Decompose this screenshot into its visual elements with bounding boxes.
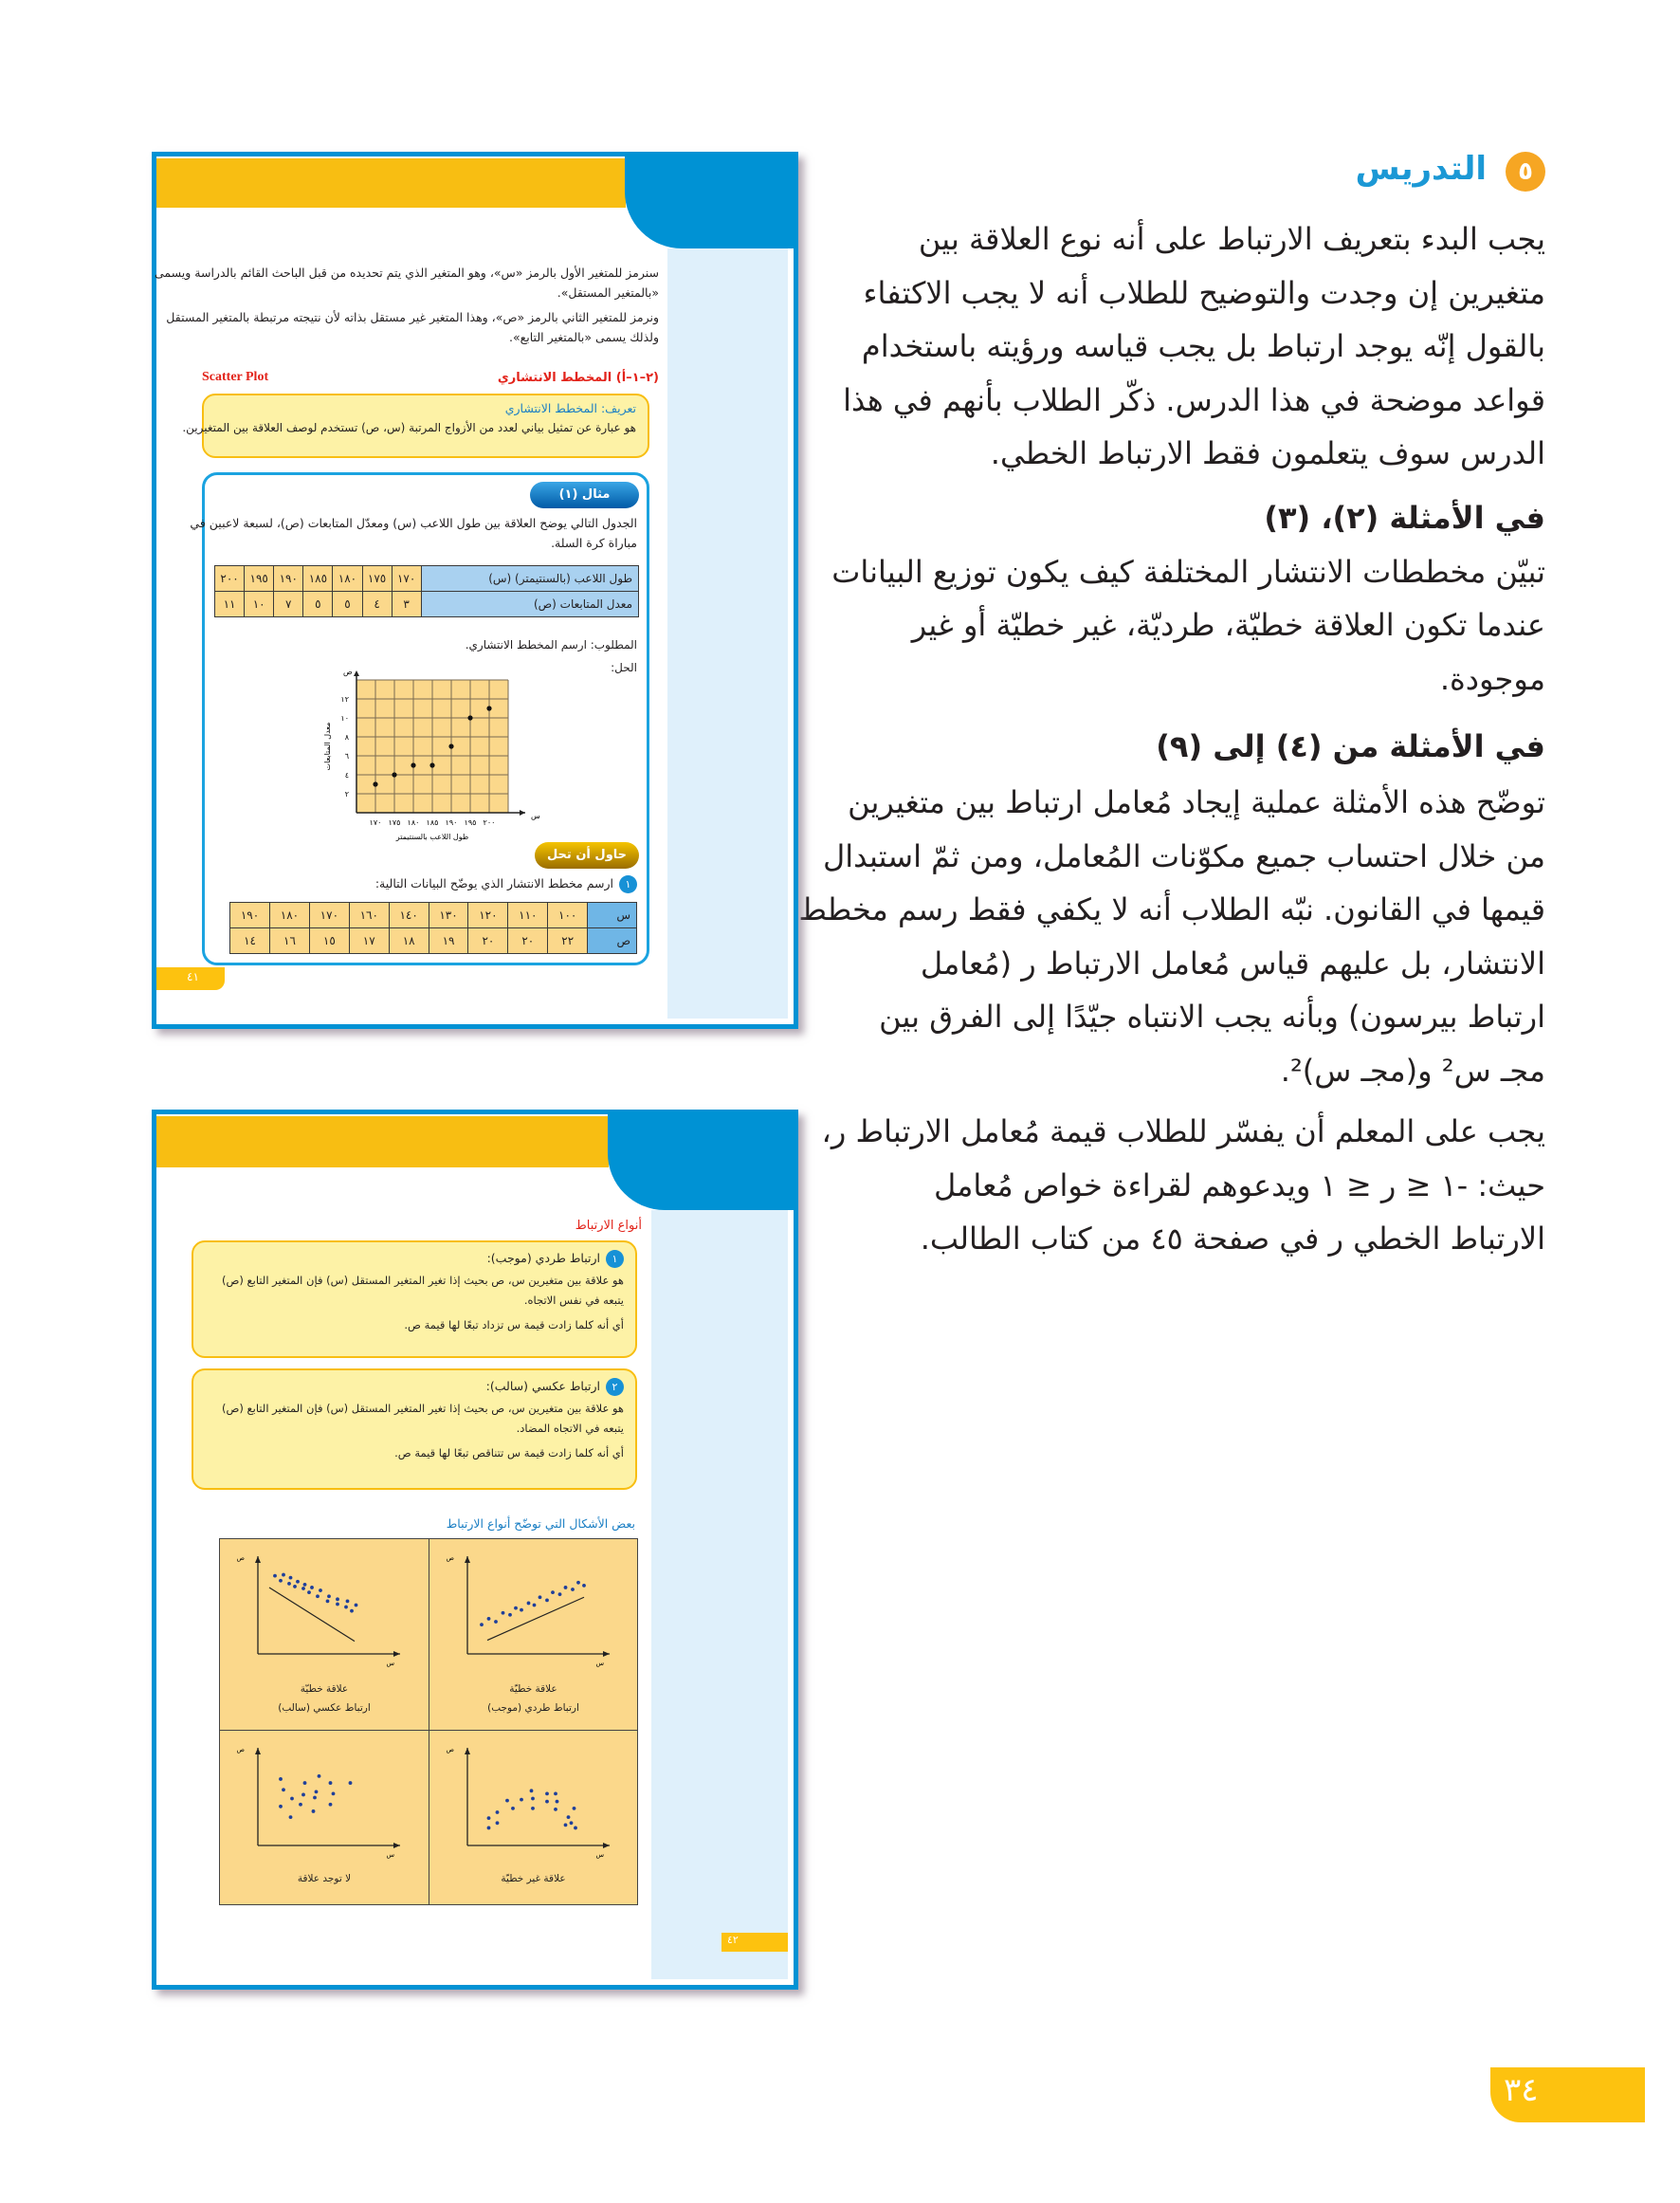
y-tick-label: ١٠ — [340, 714, 349, 723]
heading-examples-2-3: في الأمثلة (٢)، (٣) — [1264, 499, 1545, 536]
data-point — [293, 1585, 297, 1588]
table-cell: ٥ — [303, 592, 333, 617]
student-page-41 — [152, 152, 798, 1029]
table-cell: ٢٠ — [508, 928, 548, 954]
trend-arrow — [487, 1597, 584, 1640]
data-point — [531, 1797, 535, 1801]
data-point — [279, 1579, 283, 1583]
table-cell: ٢٢ — [548, 928, 588, 954]
x-axis-symbol: س — [595, 1660, 604, 1667]
data-point — [303, 1781, 307, 1785]
example-data-table — [214, 565, 639, 617]
y-axis-symbol: ص — [343, 668, 353, 676]
box-line: هو علاقة بين متغيرين س، ص بحيث إذا تغير المتغير المستقل (س) فإن المتغير التابع (ص) — [221, 1274, 624, 1287]
data-point — [287, 1582, 291, 1586]
example-badge: مثال (١) — [530, 482, 639, 508]
table-cell: ١٧ — [349, 928, 389, 954]
x-axis-arrow — [520, 810, 525, 816]
try-text: ارسم مخطط الانتشار الذي يوضّح البيانات التالية: — [374, 876, 613, 890]
paragraph-line: يجب على المعلم أن يفسّر للطلاب قيمة مُعامل الارتباط ر، — [821, 1113, 1545, 1149]
table-cell: ١٥ — [309, 928, 349, 954]
data-point — [282, 1788, 285, 1791]
data-point — [551, 1590, 555, 1594]
data-point — [511, 1807, 515, 1810]
page-number: ٣٤ — [1504, 2071, 1539, 2109]
data-point — [329, 1781, 333, 1785]
paragraph-line: بالقول إنّه يوجد ارتباط بل يجب قياسه ورؤيته باستخدام — [861, 328, 1545, 364]
data-point — [514, 1606, 518, 1610]
y-axis-arrow — [465, 1556, 470, 1563]
definition-title: تعريف: المخطط الانتشاري — [504, 401, 636, 415]
correlation-figure-plot — [429, 1736, 637, 1860]
data-point — [299, 1803, 302, 1807]
page-42-number-tab — [721, 1933, 788, 1952]
row-label: طول اللاعب (بالسنتيمتر) (س) — [421, 566, 638, 592]
table-cell: ٢٠٠ — [215, 566, 245, 592]
table-cell: ١٧٠ — [309, 903, 349, 928]
y-axis-arrow — [255, 1556, 261, 1563]
data-point — [289, 1576, 293, 1580]
x-axis-arrow — [603, 1651, 610, 1657]
example-text — [190, 513, 637, 553]
figure-label-line: ارتباط طردي (موجب) — [487, 1702, 579, 1714]
data-point — [494, 1620, 498, 1624]
y-axis-label: معدل المتابعات — [323, 722, 332, 771]
intro-line: سنرمز للمتغير الأول بالرمز «س»، وهو المتغير الذي يتم تحديده من قبل الباحث القائم بالدراسة ويسمى — [155, 266, 659, 280]
data-point — [554, 1792, 557, 1796]
table-cell: ١٦٠ — [349, 903, 389, 928]
scatter-section-title-en: Scatter Plot — [202, 370, 269, 384]
page-top-band — [156, 158, 626, 208]
box-note: أي أنه كلما زادت قيمة س تتناقص تبعًا لها قيمة ص. — [394, 1446, 624, 1459]
paragraph-line: حيث: -١ ≤ ر ≤ ١ ويدعوهم لقراءة خواص مُعامل — [933, 1166, 1545, 1203]
paragraph-examples-4-9 — [798, 776, 1545, 1097]
box-line: هو علاقة بين متغيرين س، ص بحيث إذا تغير المتغير المستقل (س) فإن المتغير التابع (ص) — [221, 1402, 624, 1415]
paragraph-line: من خلال احتساب جميع مكوّنات المُعامل، ومن ثمّ استبدال — [823, 837, 1545, 874]
table-cell: ٤ — [362, 592, 392, 617]
correlation-figure-plot — [220, 1736, 428, 1860]
x-axis-arrow — [393, 1651, 400, 1657]
intro-line: ونرمز للمتغير الثاني بالرمز «ص»، وهذا المتغير غير مستقل بذاته لأن نتيجته مرتبطة بالمتغير المستقل — [166, 310, 659, 324]
data-point — [310, 1586, 314, 1589]
y-tick-label: ٦ — [344, 752, 349, 761]
box-title-text: ارتباط عكسي (سالب): — [485, 1379, 600, 1393]
solution-label: الحل: — [611, 661, 637, 674]
definition-box — [182, 394, 649, 458]
table-cell: ١٩٥ — [245, 566, 274, 592]
x-tick-label: ١٩٠ — [445, 818, 458, 827]
page-42-number: ٤٢ — [727, 1934, 739, 1946]
table-cell: ٧ — [274, 592, 303, 617]
positive-correlation-box — [192, 1240, 637, 1358]
trend-arrow — [269, 1588, 355, 1642]
try-data-table — [229, 902, 637, 954]
try-exercise — [375, 875, 637, 893]
figure-label-line: علاقة غير خطيّة — [501, 1873, 566, 1884]
paragraph-definition — [843, 212, 1545, 481]
table-cell: ٥ — [333, 592, 362, 617]
intro-text — [155, 263, 659, 347]
try-badge: حاول أن تحل — [535, 842, 639, 869]
page-top-band — [156, 1116, 609, 1167]
box-note: أي أنه كلما زادت قيمة س تزداد تبعًا لها قيمة ص. — [404, 1318, 624, 1331]
x-tick-label: ١٩٥ — [464, 818, 477, 827]
data-point — [296, 1580, 300, 1584]
data-point — [344, 1606, 348, 1609]
table-cell: ١٩٠ — [274, 566, 303, 592]
box-title — [205, 1376, 624, 1396]
data-point — [533, 1604, 537, 1607]
intro-line: ولذلك يسمى «بالمتغير التابع». — [508, 330, 659, 344]
figure-no-relation — [220, 1731, 429, 1904]
table-row-y — [230, 928, 637, 954]
table-cell: ١٧٠ — [392, 566, 421, 592]
data-point — [336, 1603, 339, 1606]
paragraph-line: الانتشار، بل عليهم قياس مُعامل الارتباط ر (مُعامل — [920, 945, 1545, 982]
y-tick-label: ١٢ — [340, 695, 349, 704]
data-point — [303, 1583, 307, 1587]
section-header — [853, 142, 1545, 209]
y-tick-label: ٨ — [344, 733, 349, 742]
page-corner-block — [608, 1114, 794, 1210]
data-point — [315, 1790, 319, 1793]
x-tick-label: ١٨٥ — [426, 818, 439, 827]
paragraph-line: يجب البدء بتعريف الارتباط على أنه نوع العلاقة بين — [918, 221, 1545, 257]
page-corner-block — [625, 156, 794, 248]
row-label: معدل المتابعات (ص) — [421, 592, 638, 617]
exercise-number: ١ — [619, 875, 637, 893]
figure-label — [220, 1680, 429, 1717]
paragraph-line: قواعد موضحة في هذا الدرس. ذكّر الطلاب بأنهم في هذا — [843, 381, 1545, 418]
paragraph-correlation-range — [821, 1105, 1545, 1266]
data-point — [307, 1590, 311, 1594]
data-point — [301, 1793, 305, 1797]
data-point — [502, 1611, 505, 1615]
table-cell: ٣ — [392, 592, 421, 617]
table-cell: ١١ — [215, 592, 245, 617]
data-point — [411, 762, 415, 767]
table-cell: ١٨٠ — [270, 903, 310, 928]
data-point — [289, 1815, 293, 1819]
data-point — [527, 1602, 531, 1606]
data-point — [574, 1827, 577, 1830]
table-row-x — [230, 903, 637, 928]
paragraph-line: توضّح هذه الأمثلة عملية إيجاد مُعامل ارتباط بين متغيرين — [848, 784, 1545, 820]
student-page-42 — [152, 1110, 798, 1990]
data-point — [520, 1798, 523, 1802]
x-axis-symbol: س — [386, 1851, 394, 1859]
table-cell: ٢٠ — [468, 928, 508, 954]
figure-label-line: لا توجد علاقة — [297, 1873, 352, 1884]
data-point — [290, 1797, 294, 1801]
example-text-line: الجدول التالي يوضح العلاقة بين طول اللاعب (س) ومعدّل المتابعات (ص)، لسبعة لاعبين في — [190, 516, 637, 530]
data-point — [279, 1777, 283, 1781]
x-axis-label: طول اللاعب بالسنتيمتر — [395, 833, 469, 841]
data-point — [556, 1800, 559, 1804]
data-point — [332, 1792, 336, 1796]
table-cell: ١٠٠ — [548, 903, 588, 928]
data-point — [313, 1796, 317, 1800]
data-point — [336, 1597, 339, 1601]
data-point — [487, 1827, 491, 1830]
box-line: يتبعه في نفس الاتجاه. — [523, 1294, 624, 1307]
table-cell: ١٨٠ — [333, 566, 362, 592]
table-cell: ١٤٠ — [389, 903, 429, 928]
paragraph-line: الدرس سوف يتعلمون فقط الارتباط الخطي. — [990, 435, 1545, 471]
data-point — [327, 1594, 331, 1598]
y-axis-arrow — [255, 1748, 261, 1754]
paragraph-examples-2-3 — [831, 545, 1545, 707]
data-point — [545, 1598, 549, 1602]
page-number-box — [1490, 2067, 1645, 2122]
paragraph-line: متغيرين إن وجدت والتوضيح للطلاب أنه لا يجب الاكتفاء — [863, 274, 1545, 311]
data-point — [487, 1617, 491, 1621]
data-point — [487, 1816, 491, 1820]
figure-negative-linear — [220, 1539, 429, 1731]
data-point — [392, 772, 396, 777]
page-side-strip — [651, 1210, 788, 1979]
table-row-height — [215, 566, 639, 592]
y-axis-symbol: ص — [236, 1746, 245, 1753]
y-axis-symbol: ص — [446, 1746, 454, 1753]
data-point — [508, 1613, 512, 1617]
data-point — [564, 1586, 568, 1589]
table-cell: ١٦ — [270, 928, 310, 954]
page-41-number-tab — [156, 967, 225, 990]
x-tick-label: ١٧٠ — [369, 818, 382, 827]
data-point — [564, 1823, 568, 1827]
item-number: ١ — [606, 1250, 624, 1268]
table-cell: ١١٠ — [508, 903, 548, 928]
data-point — [467, 715, 472, 720]
x-axis-symbol: س — [595, 1851, 604, 1859]
data-point — [429, 762, 434, 767]
y-tick-label: ٤ — [344, 771, 349, 780]
data-point — [576, 1581, 580, 1585]
item-number: ٢ — [606, 1378, 624, 1396]
data-point — [350, 1609, 354, 1613]
table-cell: ١٩ — [429, 928, 468, 954]
data-point — [486, 706, 491, 710]
table-cell: ١٤ — [230, 928, 270, 954]
table-cell: ١٩٠ — [230, 903, 270, 928]
figures-caption: بعض الأشكال التي توضّح أنواع الارتباط — [446, 1516, 635, 1531]
data-point — [279, 1805, 283, 1808]
x-tick-label: ٢٠٠ — [483, 818, 496, 827]
scatter-section-title: (٢–١–أ) المخطط الانتشاري — [497, 371, 659, 385]
data-point — [312, 1809, 316, 1813]
y-axis-arrow — [465, 1748, 470, 1754]
section-title: التدريس — [1355, 150, 1487, 188]
figure-label — [220, 1869, 429, 1888]
paragraph-line: قيمها في القانون. نبّه الطلاب أنه لا يكفي فقط رسم مخطط — [798, 891, 1545, 927]
data-point — [319, 1588, 322, 1592]
table-cell: ١٨ — [389, 928, 429, 954]
data-point — [448, 744, 453, 748]
data-point — [318, 1774, 321, 1778]
y-axis-symbol: ص — [446, 1554, 454, 1562]
data-point — [554, 1808, 557, 1811]
table-cell: ١٧٥ — [362, 566, 392, 592]
x-tick-label: ١٧٥ — [388, 818, 401, 827]
x-axis-symbol: س — [386, 1660, 394, 1667]
table-cell: ١٢٠ — [468, 903, 508, 928]
data-point — [496, 1810, 500, 1814]
y-tick-label: ٢ — [344, 790, 349, 799]
data-point — [545, 1792, 549, 1796]
data-point — [545, 1800, 549, 1804]
page-side-strip — [667, 248, 788, 1019]
data-point — [571, 1588, 575, 1591]
figure-label-line: علاقة خطيّة — [300, 1683, 349, 1695]
correlation-figure-plot — [220, 1545, 428, 1668]
figure-label-line: علاقة خطيّة — [509, 1683, 557, 1695]
correlation-figures-grid — [219, 1538, 638, 1905]
box-title-text: ارتباط طردي (موجب): — [486, 1251, 600, 1265]
table-cell: ١٠ — [245, 592, 274, 617]
row-label: ص — [588, 928, 637, 954]
data-point — [273, 1574, 277, 1578]
table-cell: ١٨٥ — [303, 566, 333, 592]
figure-nonlinear — [429, 1731, 637, 1904]
data-point — [301, 1587, 305, 1590]
figure-positive-linear — [429, 1539, 637, 1731]
data-point — [329, 1803, 333, 1807]
example-scatter-chart — [300, 663, 540, 848]
x-axis-arrow — [603, 1843, 610, 1848]
paragraph-line: ارتباط بيرسون) وبأنه يجب الانتباه جيّدًا إلى الفرق بين — [879, 999, 1545, 1035]
example-text-line: مباراة كرة السلة. — [551, 536, 637, 550]
data-point — [539, 1595, 542, 1599]
paragraph-line: موجودة. — [1439, 660, 1545, 697]
figure-label — [429, 1680, 637, 1717]
figure-label — [429, 1869, 637, 1888]
figure-label-line: ارتباط عكسي (سالب) — [278, 1702, 371, 1714]
correlation-types-title: أنواع الارتباط — [575, 1219, 642, 1233]
page-41-number: ٤١ — [187, 970, 199, 983]
required-text: المطلوب: ارسم المخطط الانتشاري. — [465, 638, 637, 652]
x-axis-arrow — [393, 1843, 400, 1848]
definition-text: هو عبارة عن تمثيل بياني لعدد من الأزواج المرتبة (س، ص) تستخدم لوصف العلاقة بين المتغيرين. — [182, 421, 636, 434]
data-point — [349, 1781, 353, 1785]
data-point — [573, 1807, 576, 1810]
data-point — [496, 1821, 500, 1825]
data-point — [346, 1599, 350, 1603]
correlation-figure-plot — [429, 1545, 637, 1668]
table-cell: ١٣٠ — [429, 903, 468, 928]
box-line: يتبعه في الاتجاه المضاد. — [516, 1422, 624, 1435]
paragraph-line: مجـ س² و(مجـ س)². — [1280, 1052, 1545, 1089]
x-axis-symbol: س — [531, 812, 540, 820]
table-row-rebounds — [215, 592, 639, 617]
teaching-section — [798, 142, 1545, 1266]
data-point — [355, 1604, 358, 1607]
data-point — [558, 1592, 562, 1596]
y-axis-symbol: ص — [236, 1554, 245, 1562]
data-point — [505, 1799, 509, 1803]
data-point — [282, 1573, 285, 1577]
paragraph-line: عندما تكون العلاقة خطيّة، طرديّة، غير خطيّة أو غير — [911, 607, 1545, 643]
data-point — [570, 1821, 574, 1825]
data-point — [531, 1807, 535, 1810]
data-point — [316, 1594, 320, 1598]
row-label: س — [588, 903, 637, 928]
example-1-box — [190, 472, 649, 965]
x-tick-label: ١٨٠ — [407, 818, 420, 827]
data-point — [582, 1584, 586, 1588]
data-point — [373, 781, 377, 786]
y-axis-arrow — [354, 670, 359, 676]
data-point — [480, 1623, 484, 1626]
paragraph-line: تبيّن مخططات الانتشار المختلفة كيف يكون توزيع البيانات — [831, 553, 1545, 590]
intro-line: «بالمتغير المستقل». — [557, 285, 659, 300]
negative-correlation-box — [192, 1368, 637, 1490]
box-title — [205, 1248, 624, 1268]
data-point — [567, 1815, 571, 1819]
paragraph-line: الارتباط الخطي ر في صفحة ٤٥ من كتاب الطالب. — [920, 1221, 1545, 1257]
step-number-badge: ٥ — [1506, 152, 1545, 192]
heading-examples-4-9: في الأمثلة من (٤) إلى (٩) — [1156, 728, 1545, 764]
data-point — [326, 1599, 330, 1603]
data-point — [530, 1789, 534, 1792]
data-point — [520, 1608, 523, 1612]
